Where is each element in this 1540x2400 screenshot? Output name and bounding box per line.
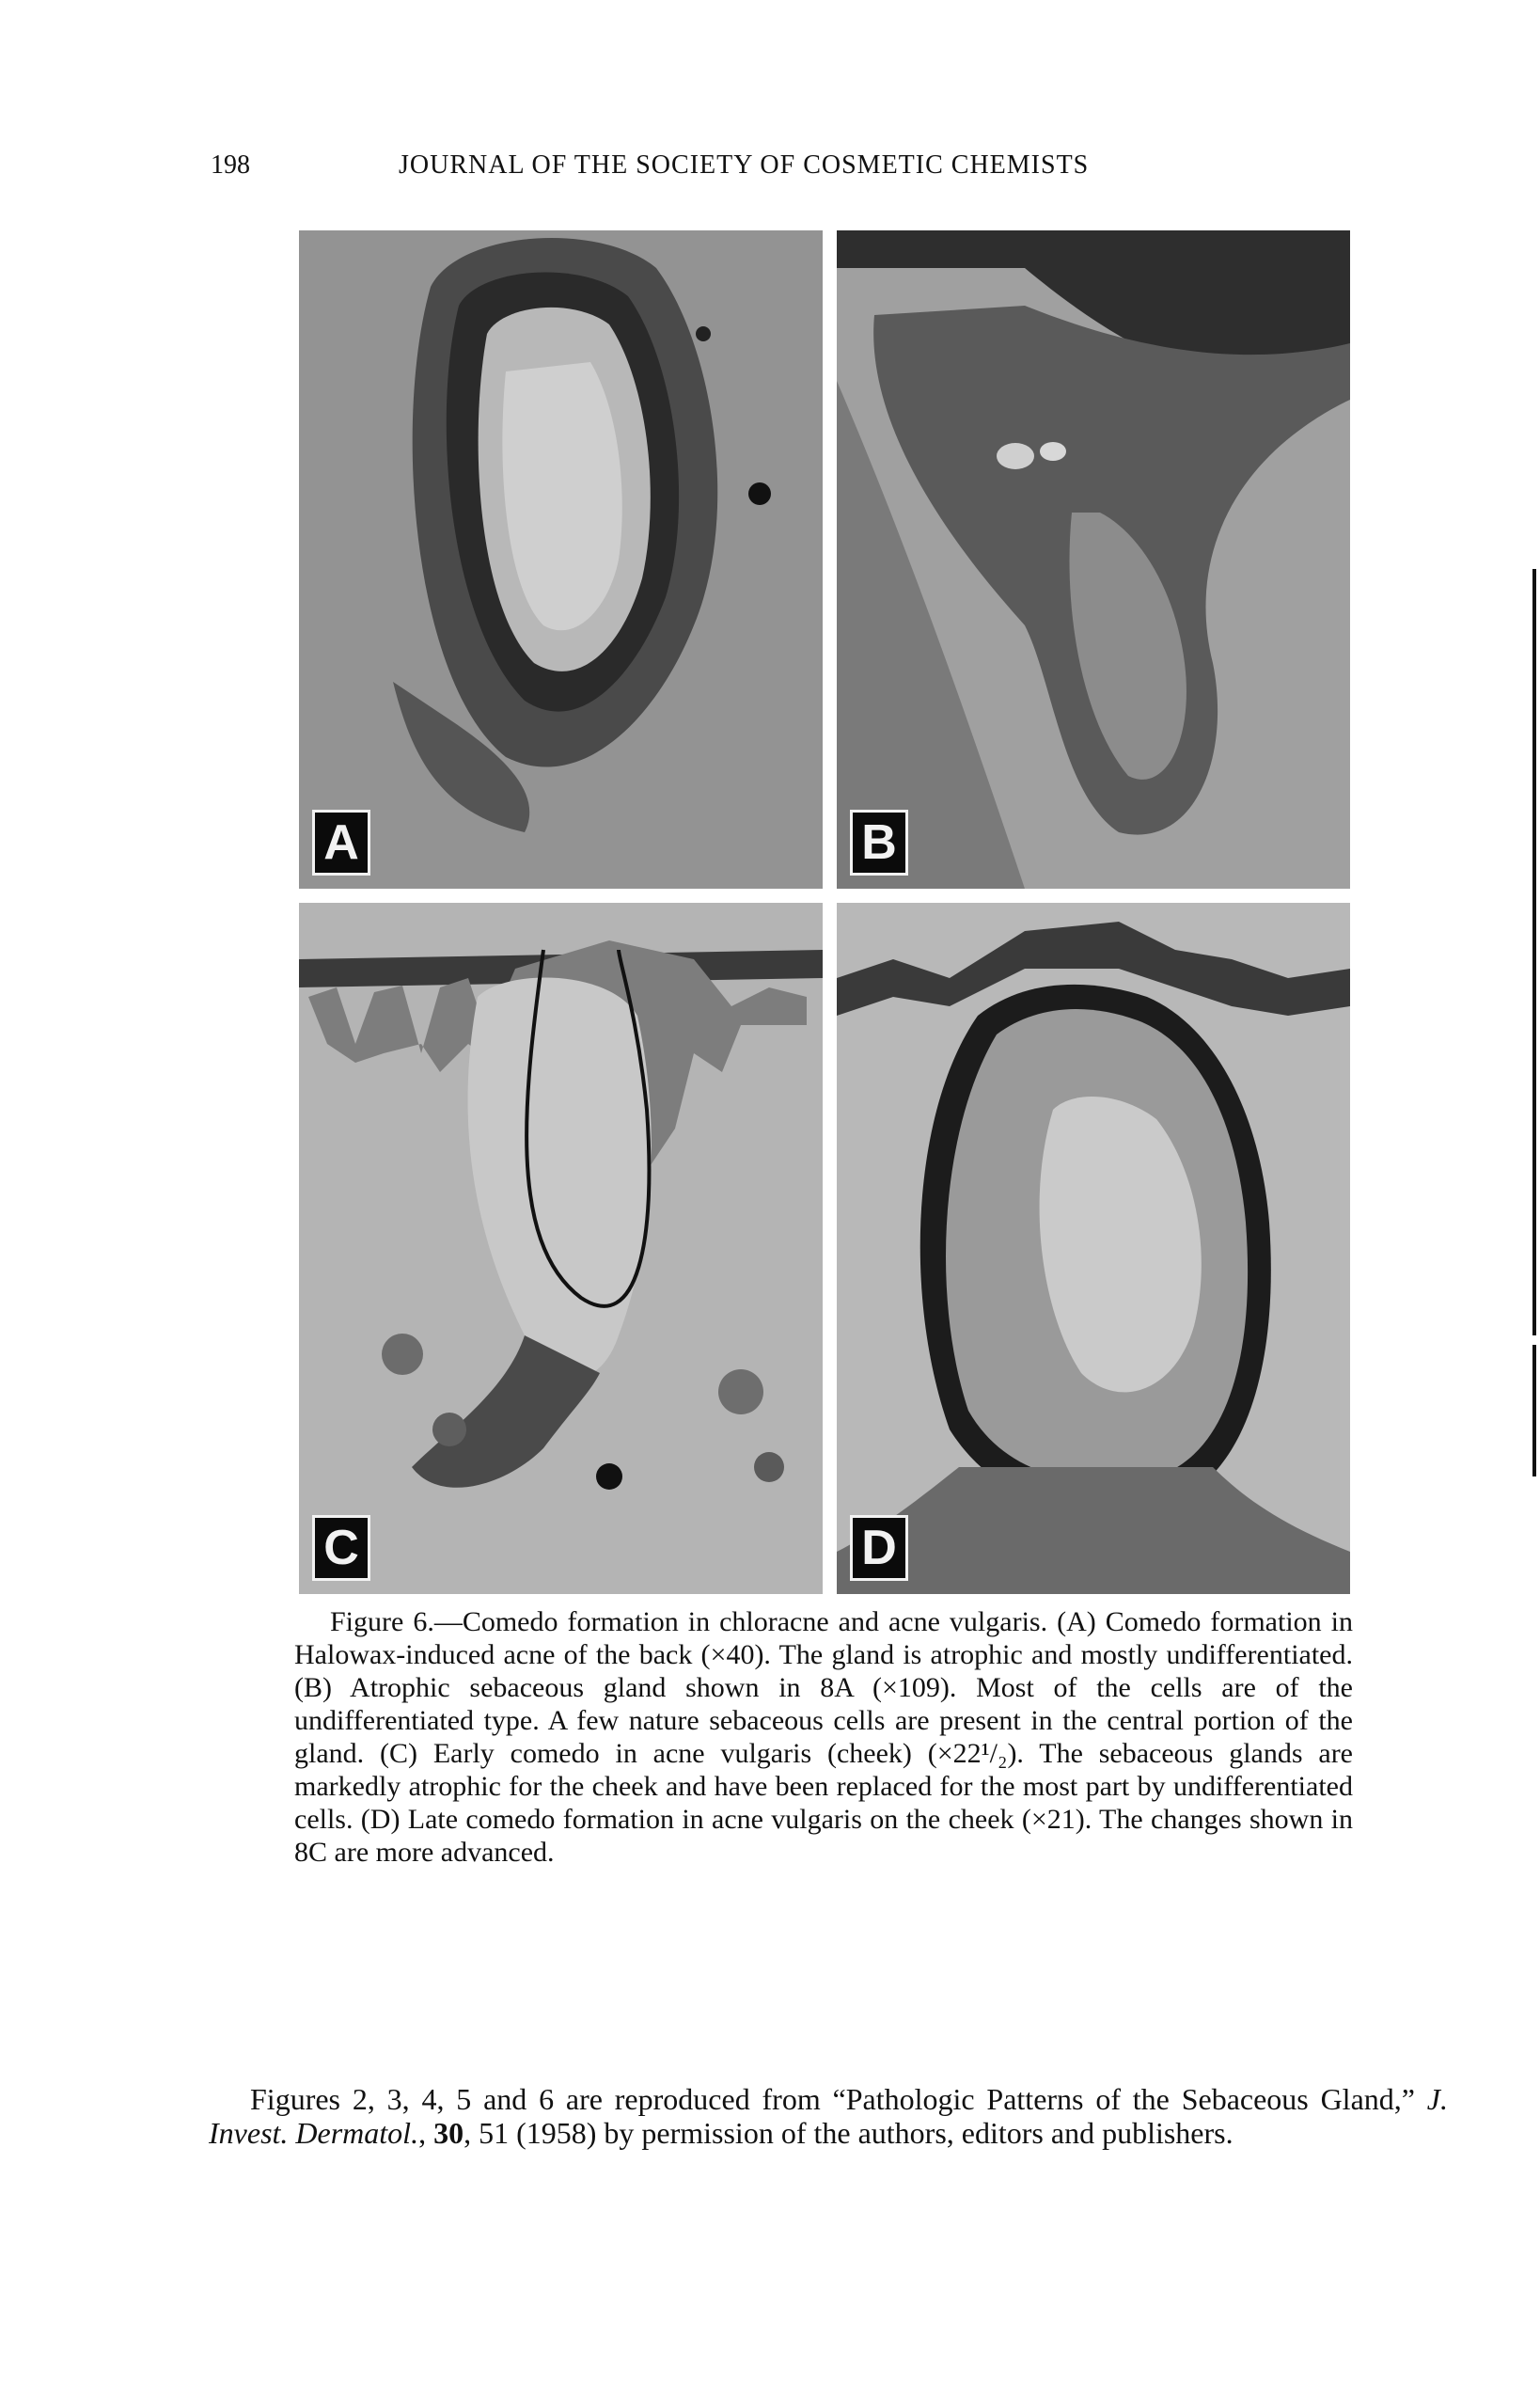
panel-label-d: D	[850, 1515, 908, 1581]
micrograph-panel-a	[299, 230, 823, 889]
footnote-text-after: , 51 (1958) by permission of the authors, editors and publishers.	[464, 2116, 1234, 2150]
panel-label-b: B	[850, 810, 908, 876]
figure	[299, 230, 1350, 1594]
footnote-text-before: Figures 2, 3, 4, 5 and 6 are reproduced from “Pathologic Patterns of the Sebaceous Gland,”	[250, 2082, 1427, 2116]
micrograph-panel-b	[837, 230, 1350, 889]
footnote-volume: 30	[433, 2116, 464, 2150]
micrograph-b-image	[837, 230, 1350, 889]
footnote-text-middle: ,	[418, 2116, 434, 2150]
footnote	[209, 2082, 1448, 2150]
page-number: 198	[211, 150, 250, 180]
figure-caption-text: Figure 6.—Comedo formation in chloracne and acne vulgaris. (A) Comedo formation in Halowax-induced acne of the back (×40). The gland is atrophic and mostly undifferentiated. (B) Atrophic sebaceous gland shown in 8A (×109). Most of the cells are of the undifferentiated type. A few nature sebaceous cells are present in the central portion of the gland. (C) Early comedo in acne vulgaris (cheek) (×22¹/₂). The sebaceous glands are markedly atrophic for the cheek and have been replaced for the most part by undifferentiated cells. (D) Late comedo formation in acne vulgaris on the cheek (×21). The changes shown in 8C are more advanced.	[294, 1606, 1353, 1868]
micrograph-a-image	[299, 230, 823, 889]
panel-label-a: A	[312, 810, 370, 876]
micrograph-d-image	[837, 903, 1350, 1594]
panel-label-c: C	[312, 1515, 370, 1581]
micrograph-panel-d	[837, 903, 1350, 1594]
running-head: JOURNAL OF THE SOCIETY OF COSMETIC CHEMISTS	[399, 150, 1090, 180]
footnote-text	[209, 2082, 1448, 2150]
margin-rule-top	[1532, 569, 1536, 1335]
margin-rule-bottom	[1532, 1345, 1536, 1476]
footnote-journal: J. Invest. Dermatol.	[209, 2082, 1448, 2150]
micrograph-c-image	[299, 903, 823, 1594]
micrograph-panel-c	[299, 903, 823, 1594]
figure-caption	[294, 1605, 1353, 1869]
